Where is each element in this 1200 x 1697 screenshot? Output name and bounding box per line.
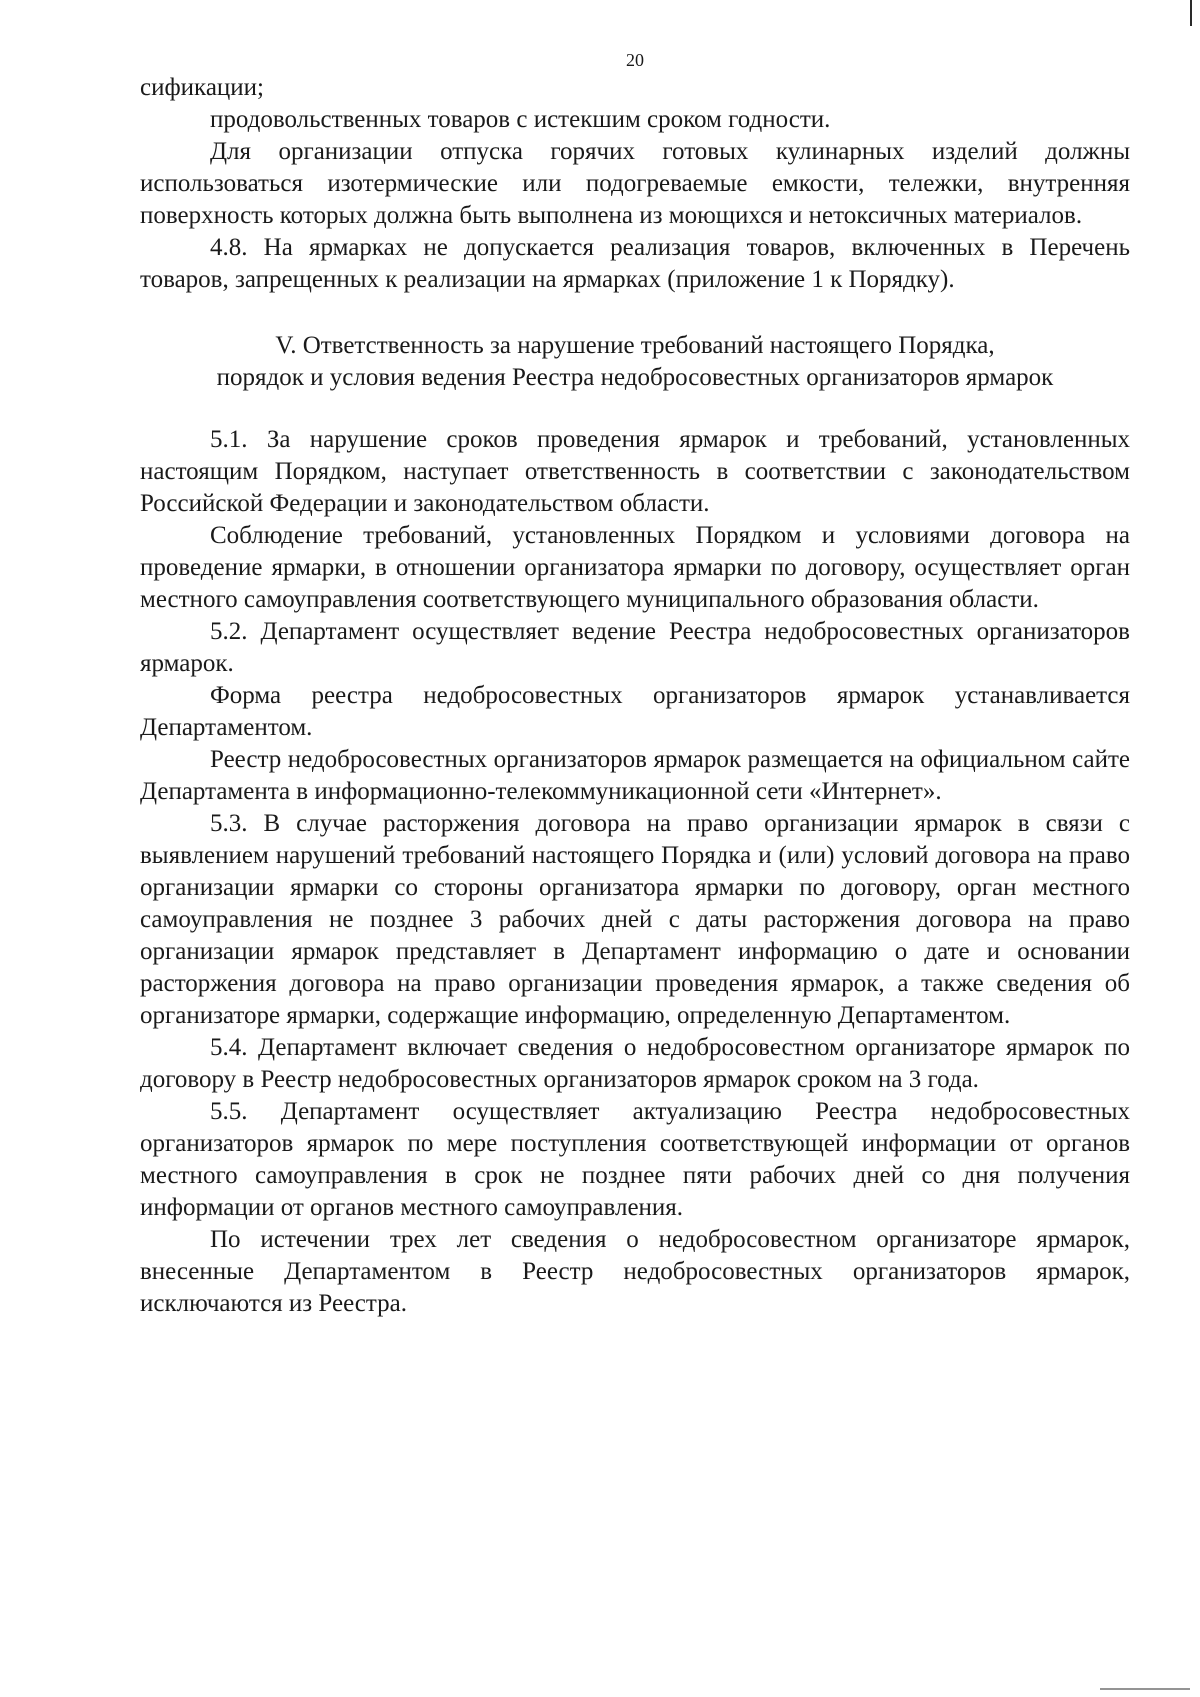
scan-artifact-top-right (1190, 0, 1192, 26)
section-heading (140, 330, 1130, 394)
paragraph: Форма реестра недобросовестных организаторов ярмарок устанавливается Департаментом. (140, 682, 1130, 741)
paragraph: 5.4. Департамент включает сведения о недобросовестном организаторе ярмарок по договору в Реестр недобросовестных организаторов ярмарок сроком на 3 года. (140, 1034, 1130, 1093)
paragraph: Соблюдение требований, установленных Порядком и условиями договора на проведение ярмарки, в отношении организатора ярмарки по договору, осуществляет орган местного самоуправления соответствующего муниципального образования области. (140, 522, 1130, 613)
section-title-line-1: V. Ответственность за нарушение требований настоящего Порядка, (275, 332, 995, 359)
paragraphs-after-section (140, 424, 1130, 1320)
paragraph: Для организации отпуска горячих готовых кулинарных изделий должны использоваться изотермические или подогреваемые емкости, тележки, внутренняя поверхность которых должна быть выполнена из моющихся и нетоксичных материалов. (140, 138, 1130, 229)
page-number: 20 (626, 50, 644, 70)
paragraph: 5.5. Департамент осуществляет актуализацию Реестра недобросовестных организаторов ярмарок по мере поступления соответствующей информации от органов местного самоуправления в срок не позднее пяти рабочих дней со дня получения информации от органов местного самоуправления. (140, 1098, 1130, 1221)
paragraph: 5.2. Департамент осуществляет ведение Реестра недобросовестных организаторов ярмарок. (140, 618, 1130, 677)
paragraph: 5.1. За нарушение сроков проведения ярмарок и требований, установленных настоящим Порядком, наступает ответственность в соответствии с законодательством Российской Федерации и законодательством области. (140, 426, 1130, 517)
document-body (140, 72, 1130, 1320)
paragraph: Реестр недобросовестных организаторов ярмарок размещается на официальном сайте Департамента в информационно-телекоммуникационной сети «Интернет». (140, 746, 1130, 805)
paragraph: продовольственных товаров с истекшим сроком годности. (210, 106, 831, 133)
paragraph: сификации; (140, 74, 264, 101)
paragraph: 4.8. На ярмарках не допускается реализация товаров, включенных в Перечень товаров, запрещенных к реализации на ярмарках (приложение 1 к Порядку). (140, 234, 1130, 293)
section-title-line-2: порядок и условия ведения Реестра недобросовестных организаторов ярмарок (216, 364, 1054, 391)
paragraph: По истечении трех лет сведения о недобросовестном организаторе ярмарок, внесенные Департаментом в Реестр недобросовестных организаторов ярмарок, исключаются из Реестра. (140, 1226, 1130, 1317)
paragraphs-before-section (140, 72, 1130, 296)
scan-artifact-bottom-right (1100, 1688, 1190, 1690)
paragraph: 5.3. В случае расторжения договора на право организации ярмарок в связи с выявлением нарушений требований настоящего Порядка и (или) условий договора на право организации ярмарки со стороны организатора ярмарки по договору, орган местного самоуправления не позднее 3 рабочих дней с даты расторжения договора на право организации ярмарок представляет в Департамент информацию о дате и основании расторжения договора на право организации проведения ярмарок, а также сведения об организаторе ярмарки, содержащие информацию, определенную Департаментом. (140, 810, 1130, 1029)
